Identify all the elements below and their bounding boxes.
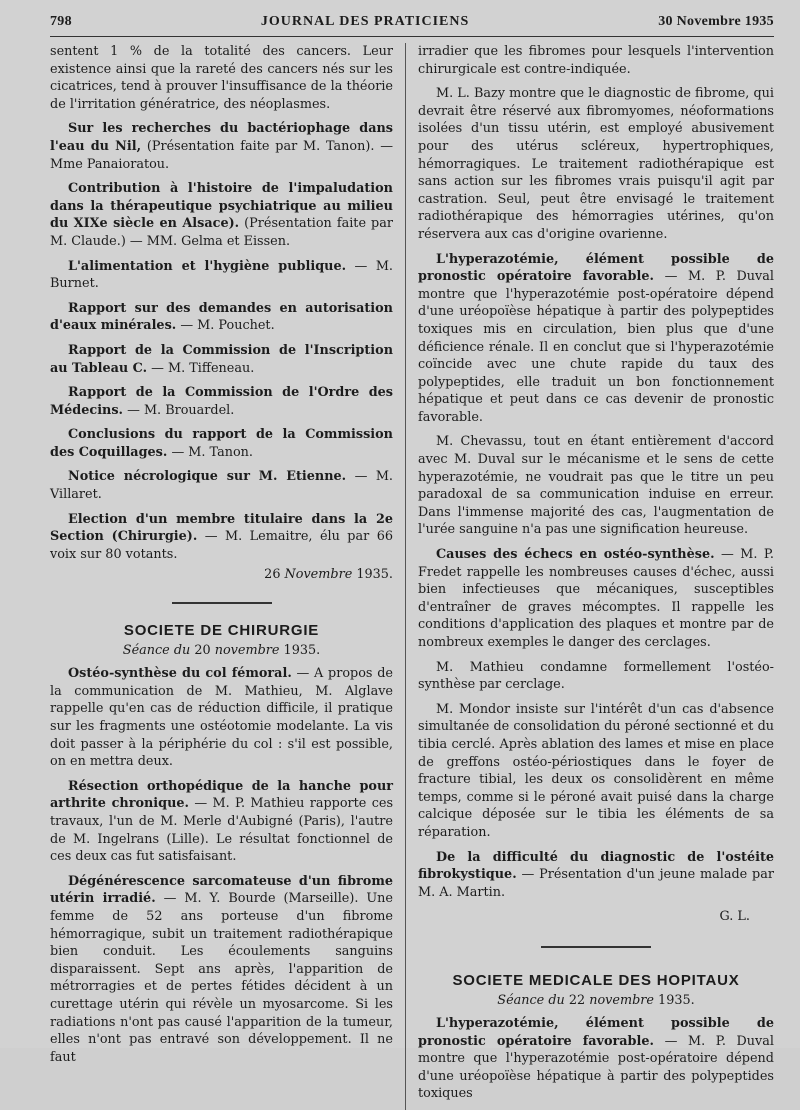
communication-title: De la difficulté du diagnostic de l'ostéite fibrokystique. — [418, 849, 774, 883]
discussion-paragraph: M. Mondor insiste sur l'intérêt d'un cas d'absence simultanée de consolidation du péroné sectionné et du tibia cerclé. Après ablation des lames et mise en place de greffons ostéo-périostiques dans le foyer de fracture tibial, les deux os consolidèrent en même temps, comme si le péroné avait puisé dans la charge calcique déposée sur le tibia les éléments de sa réparation. — [418, 701, 774, 840]
agenda-item-title: Conclusions du rapport de la Commission des Coquillages. — [50, 427, 393, 460]
communication-title: Dégénérescence sarcomateuse d'un fibrome utérin irradié. — [50, 873, 393, 907]
issue-date: 30 Novembre 1935 — [658, 14, 774, 29]
agenda-item-title: Sur les recherches du bactériophage dans l'eau du Nil, — [50, 121, 393, 154]
continued-paragraph: irradier que les fibromes pour lesquels l'intervention chirurgicale est contre-indiquée. — [418, 44, 774, 77]
agenda-item-text: — M. Pouchet. — [180, 318, 275, 334]
author-signature: G. L. — [719, 909, 750, 925]
communication-title: Causes des échecs en ostéo-synthèse. — [436, 547, 715, 563]
agenda-item — [50, 426, 393, 461]
communication — [50, 778, 393, 866]
agenda-item-text: (Présentation faite par M. Claude.) — MM. Gelma et Eissen. — [50, 216, 393, 249]
agenda-item-text: — M. Brouardel. — [127, 402, 235, 418]
communication — [418, 849, 774, 902]
agenda-item-title: L'alimentation et l'hygiène publique. — [68, 258, 347, 274]
agenda-item — [50, 120, 393, 173]
left-column — [50, 43, 406, 1110]
agenda-item-text: — M. Tiffeneau. — [151, 360, 255, 376]
section-heading: SOCIETE MEDICALE DES HOPITAUX — [452, 971, 740, 989]
agenda-item — [50, 258, 393, 293]
agenda-item-text: — M. Burnet. — [50, 258, 393, 292]
agenda-item — [50, 511, 393, 564]
section-divider — [172, 602, 272, 604]
discussion-paragraph: M. L. Bazy montre que le diagnostic de fibrome, qui devrait être réservé aux fibromyomes, néoformations isolées d'un tissu utérin, est employé abusivement pour des utérus scléreux, hypertrophiques, hémorragiques. Le traitement radiothérapique est sans action sur les fibromes vrais puisqu'il agit par castration. Seul, peut être envisagé le traitement radiothérapique des hémorragies utérines, qu'on réservera aux cas d'origine ovarienne. — [418, 86, 774, 242]
agenda-item-title: Contribution à l'histoire de l'impaludation dans la thérapeutique psychiatrique au milieu du XIXe siècle en Alsace). — [50, 181, 393, 232]
communication-text: — M. P. Mathieu rapporte ces travaux, l'un de M. Merle d'Aubigné (Paris), l'autre de M. Ingelrans (Lille). Le résultat fonctionnel de ces deux cas fut satisfaisant. — [50, 796, 394, 865]
communication-text: — M. P. Duval montre que l'hyperazotémie post-opératoire dépend d'une uréopoïèse hépatique à partir des polypeptides toxiques mis en circulation, bien plus que d'une déficience rénale. Il en conclut que si l'hyperazotémie coïncide avec une chute rapide du taux des polypeptides, elle traduit un bon fonctionnement hépatique et peut dans ce cas devenir de pronostic favorable. — [418, 269, 774, 425]
two-column-body — [50, 43, 774, 1110]
communication-text: — Présentation d'un jeune malade par M. A. Martin. — [418, 867, 774, 900]
communication-title: L'hyperazotémie, élément possible de pronostic opératoire favorable. — [418, 1016, 774, 1049]
communication — [50, 665, 393, 771]
agenda-item-title: Rapport sur des demandes en autorisation d'eaux minérales. — [50, 300, 393, 334]
discussion-paragraph: M. Mathieu condamne formellement l'ostéo-synthèse par cerclage. — [418, 659, 774, 693]
agenda-item-title: Rapport de la Commission de l'Inscription au Tableau C. — [50, 342, 393, 376]
communication-title: Résection orthopédique de la hanche pour arthrite chronique. — [50, 778, 393, 812]
agenda-item-text: (Présentation faite par M. Tanon). — Mme Panaioratou. — [50, 138, 393, 172]
agenda-item-text: — M. Villaret. — [50, 469, 393, 503]
agenda-item-title: Election d'un membre titulaire dans la 2e Section (Chirurgie). — [50, 511, 393, 545]
agenda-item-title: Notice nécrologique sur M. Etienne. — [68, 469, 347, 485]
agenda-item — [50, 180, 393, 250]
agenda-item-text: — M. Lemaitre, élu par 66 voix sur 80 votants. — [50, 529, 393, 562]
communication — [50, 873, 393, 1067]
page-number: 798 — [50, 14, 72, 29]
session-date: Séance du 22 novembre 1935. — [497, 992, 695, 1008]
agenda-item-title: Rapport de la Commission de l'Ordre des Médecins. — [50, 385, 393, 418]
communication-text: — M. P. Fredet rappelle les nombreuses causes d'échec, aussi bien infectieuses que mécaniques, susceptibles d'entraîner de graves mécomptes. Il rappelle les conditions d'application des plaques et montre par de nombreux exemples le danger des cerclages. — [418, 547, 774, 650]
session-date: Séance du 20 novembre 1935. — [122, 642, 321, 658]
discussion-paragraph: M. Chevassu, tout en étant entièrement d'accord avec M. Duval sur le mécanisme et le sens de cette hyperazotémie, ne voudrait pas que le titre un peu paradoxal de sa communication induise en erreur. Dans l'immense majorité des cas, l'augmentation de l'urée sanguine n'a pas une signification heureuse. — [418, 434, 774, 538]
communication — [418, 546, 774, 652]
agenda-item-text: — M. Tanon. — [171, 444, 253, 460]
communication-text: — A propos de la communication de M. Mathieu, M. Alglave rappelle qu'en cas de réduction difficile, il pratique sur les fragments une ostéotomie modelante. La vis doit passer à la périphérie du col : s'il est possible, on en mettra deux. — [50, 666, 393, 770]
communication-title: L'hyperazotémie, élément possible de pronostic opératoire favorable. — [418, 251, 774, 285]
agenda-item — [50, 342, 393, 377]
agenda-item — [50, 300, 393, 335]
dateline: 26 Novembre 1935. — [264, 567, 393, 583]
communication-text: — M. Y. Bourde (Marseille). Une femme de 52 ans porteuse d'un fibrome hémorragique, subit un traitement radiothérapique bien conduit. Les écoulements sanguins disparaissent. Sept ans après, l'apparition de métrorragies et de pertes fétides décident à un curettage utérin qui révèle un myosarcome. Si les radiations n'ont pas causé l'apparition de la tumeur, elles n'ont pas entravé son développement. Il ne faut — [50, 891, 393, 1065]
intro-paragraph: sentent 1 % de la totalité des cancers. Leur existence ainsi que la rareté des cancers nés sur les cicatrices, tend à prouver l'insuffisance de la théorie de l'irritation génératrice, des néoplasmes. — [50, 44, 393, 112]
section-divider — [541, 946, 651, 948]
running-header — [50, 14, 774, 37]
right-column — [406, 43, 774, 1110]
communication-text: — M. P. Duval montre que l'hyperazotémie post-opératoire dépend d'une uréopoïèse hépatique à partir des polypeptides toxiques — [418, 1033, 774, 1102]
communication — [418, 251, 774, 427]
agenda-item — [50, 468, 393, 503]
communication — [418, 1015, 774, 1103]
agenda-item — [50, 384, 393, 419]
communication-title: Ostéo-synthèse du col fémoral. — [68, 666, 292, 682]
journal-title: JOURNAL DES PRATICIENS — [260, 14, 470, 29]
section-heading: SOCIETE DE CHIRURGIE — [123, 622, 320, 640]
